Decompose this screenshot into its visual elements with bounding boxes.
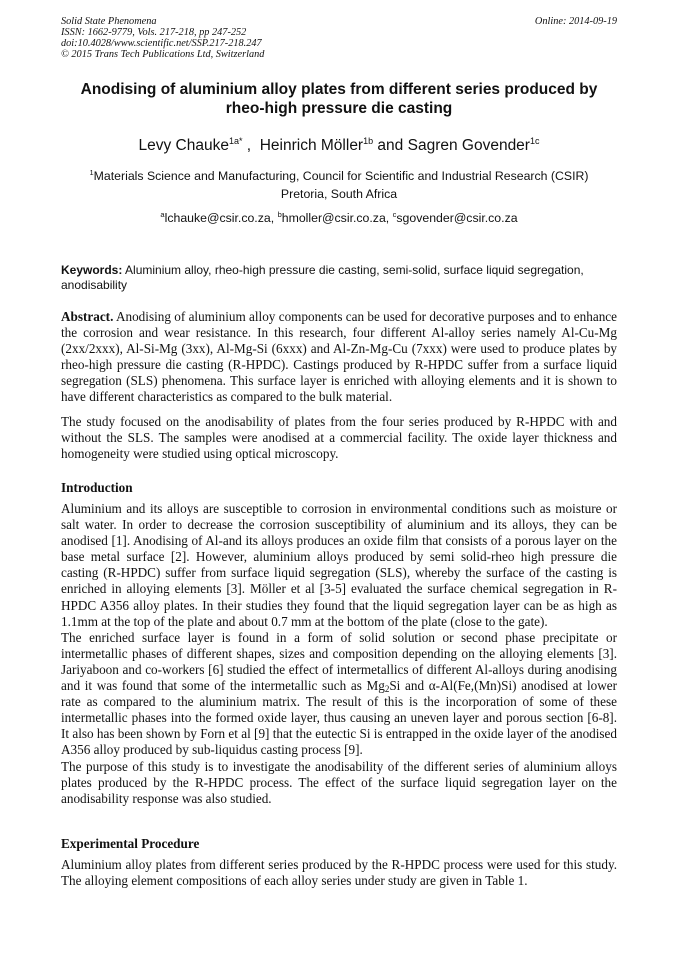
- experimental-heading: Experimental Procedure: [61, 836, 200, 851]
- keywords-section: [61, 263, 617, 292]
- abstract-paragraph-2: [61, 414, 617, 462]
- email-separator: ,: [385, 211, 393, 225]
- title-line-1: Anodising of aluminium alloy plates from different series produced by: [80, 81, 598, 98]
- author-affiliation-marker: 1b: [363, 136, 374, 146]
- experimental-paragraph: Aluminium alloy plates from different series produced by the R-HPDC process were used for this study. The alloying element compositions of each alloy series under study are given in Table 1.: [61, 857, 617, 889]
- abstract: [61, 309, 617, 406]
- author-emails: [61, 210, 617, 226]
- email-link[interactable]: sgovender@csir.co.za: [396, 211, 518, 225]
- email-link[interactable]: lchauke@csir.co.za: [164, 211, 271, 225]
- email-marker: c: [392, 210, 397, 219]
- affiliation-line-2: Pretoria, South Africa: [280, 187, 398, 201]
- author-affiliation-marker: 1c: [529, 136, 540, 146]
- online-date: Online: 2014-09-19: [534, 16, 617, 27]
- author-name: Heinrich Möller: [259, 137, 364, 154]
- journal-name: Solid State Phenomena: [61, 16, 157, 27]
- introduction-paragraph: [61, 630, 617, 759]
- affiliation-line-1: Materials Science and Manufacturing, Council for Scientific and Industrial Research (CSIR): [93, 169, 589, 183]
- introduction-text: The enriched surface layer is found in a form of solid solution or second phase precipitate or intermetallic phases of different shapes, sizes and composition depending on the alloying elements [3]. Jariyaboon and co-workers [6] studied the effect of intermetallics of different Al-alloys during anodising and it was found that some of the intermetallic such as Mg: [61, 629, 617, 694]
- experimental-body: [61, 857, 617, 889]
- introduction-paragraph: Aluminium and its alloys are susceptible to corrosion in environmental conditions such as moisture or salt water. In order to decrease the corrosion susceptibility of aluminium and its alloys, they can be anodised [1]. Anodising of Al-and its alloys produces an oxide film that consists of a porous layer on the base metal surface [2]. However, aluminium alloys produced by semi solid-rheo high pressure die casting (R-HPDC) suffer from surface liquid segregation (SLS), whereby the surface of the casting is enriched in alloying elements [3]. Möller et al [3-5] evaluated the surface chemical segregation in R-HPDC A356 alloy plates. In their studies they found that the liquid segregation layer can be as high as 1.1mm at the top of the plate and about 0.7 mm at the bottom of the plate (close to the gate).: [61, 501, 617, 629]
- abstract-text-2: The study focused on the anodisability of plates from the four series produced by R-HPDC with and without the SLS. The samples were anodised at a commercial facility. The oxide layer thickness and homogeneity were studied using optical microscopy.: [61, 414, 617, 462]
- title-line-2: rheo-high pressure die casting: [225, 100, 453, 117]
- issn-line: ISSN: 1662-9779, Vols. 217-218, pp 247-252: [61, 27, 247, 38]
- email-link[interactable]: hmoller@csir.co.za: [281, 211, 386, 225]
- affiliation: [61, 167, 617, 203]
- introduction-paragraph: The purpose of this study is to investigate the anodisability of the different series of aluminium alloys plates produced by the R-HPDC process. The effect of the surface liquid segregation layer on the anodisability response was also studied.: [61, 758, 617, 806]
- author-name: Sagren Govender: [407, 137, 530, 154]
- introduction-text: Si and α-Al(Fe,(Mn)Si) anodised at lower rate as compared to the aluminium matrix. The result of this is the incorporation of some of these intermetallic phases into the formed oxide layer, thus causing an uneven layer and porous section [6-8]. It also has been shown by Forn et al [9] that the eutectic Si is entrapped in the oxide layer of the anodised A356 alloy produced by sub-liquidus casting process [9].: [61, 678, 617, 758]
- copyright-line: © 2015 Trans Tech Publications Ltd, Switzerland: [61, 49, 265, 60]
- journal-header: [61, 16, 617, 60]
- author-list: [61, 136, 617, 156]
- doi-line: doi:10.4028/www.scientific.net/SSP.217-218.247: [61, 38, 262, 49]
- email-separator: ,: [270, 211, 278, 225]
- subscript: 2: [384, 684, 390, 695]
- email-marker: b: [277, 210, 282, 219]
- author-separator: and: [373, 137, 408, 154]
- keywords-text: Aluminium alloy, rheo-high pressure die casting, semi-solid, surface liquid segregation, anodisability: [61, 263, 584, 292]
- affiliation-marker: 1: [89, 168, 94, 177]
- author-separator: ,: [242, 137, 260, 154]
- introduction-body: [61, 501, 617, 807]
- author-name: Levy Chauke: [138, 137, 229, 154]
- author-affiliation-marker: 1a*: [228, 136, 243, 146]
- introduction-heading: Introduction: [61, 480, 133, 495]
- email-marker: a: [160, 210, 165, 219]
- keywords-label: Keywords:: [61, 263, 123, 277]
- abstract-label: Abstract.: [61, 309, 114, 324]
- paper-title: [61, 80, 617, 118]
- abstract-text: Anodising of aluminium alloy components can be used for decorative purposes and to enhance the corrosion and wear resistance. In this research, four different Al-alloy series namely Al-Cu-Mg (2xx/2xxx), Al-Si-Mg (3xx), Al-Mg-Si (6xxx) and Al-Zn-Mg-Cu (7xxx) were used to produce plates by rheo-high pressure die casting (R-HPDC). Castings produced by R-HPDC suffer from a surface liquid segregation (SLS) phenomena. This surface layer is enriched with alloying elements and it is shown to have different characteristics as compared to the bulk material.: [61, 309, 617, 405]
